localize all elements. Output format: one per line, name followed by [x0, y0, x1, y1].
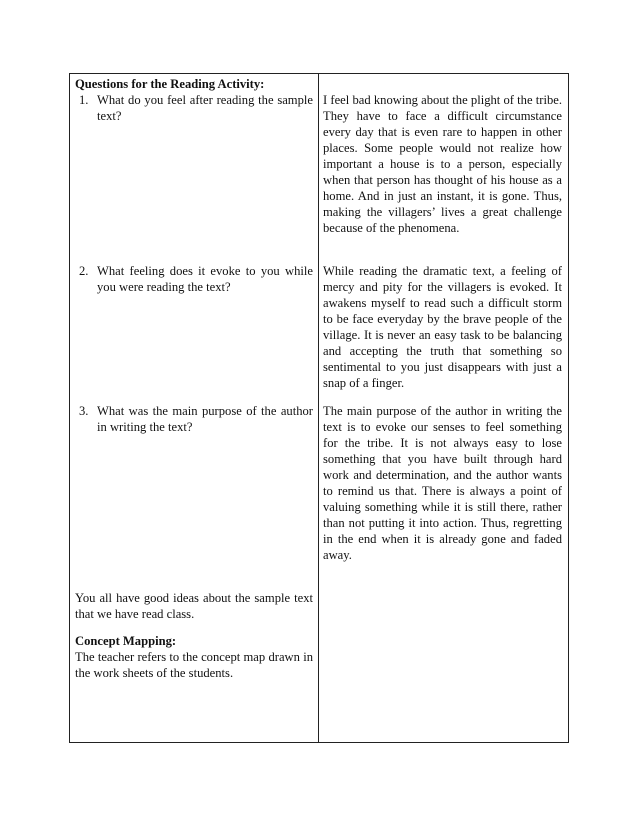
question-1 [79, 92, 313, 124]
answer-3: The main purpose of the author in writing the text is to evoke our senses to feel something for the tribe. It is not always easy to lose something that you have built through hard work and determination, and the author wants to remind us that. There is always a point of valuing something while it is still there, rather than not putting it into action. Thus, regretting in the end when it is already gone and faded away. [323, 404, 562, 562]
closing-remark: You all have good ideas about the sample text that we have read class. [75, 591, 313, 621]
question-text: What feeling does it evoke to you while you were reading the text? [97, 264, 313, 294]
answer-2: While reading the dramatic text, a feeling of mercy and pity for the villagers is evoked. It awakens myself to read such a difficult storm to be face everyday by the brave people of the village. It is never an easy task to be balancing and accepting the truth that something so sentimental to you just disappears with just a snap of a finger. [323, 264, 562, 390]
question-2 [79, 263, 313, 295]
answer-1: I feel bad knowing about the plight of the tribe. They have to face a difficult circumstance every day that is even rare to happen in other places. Some people would not realize how important a house is to a person, especially when that person has thought of his house as a home. And in just an instant, it is gone. Thus, making the villagers’ lives a great challenge because of the phenomena. [323, 93, 562, 235]
lesson-table [69, 73, 569, 743]
concept-mapping-text: The teacher refers to the concept map drawn in the work sheets of the students. [75, 650, 313, 680]
concept-mapping-heading: Concept Mapping: [75, 634, 177, 648]
question-number: 3. [79, 404, 89, 418]
question-3 [79, 403, 313, 435]
section-heading: Questions for the Reading Activity: [75, 77, 265, 91]
teacher-column [70, 74, 319, 742]
question-text: What do you feel after reading the sample text? [97, 93, 313, 123]
question-text: What was the main purpose of the author in writing the text? [97, 404, 313, 434]
question-number: 2. [79, 264, 89, 278]
question-number: 1. [79, 93, 89, 107]
student-column [319, 74, 568, 742]
